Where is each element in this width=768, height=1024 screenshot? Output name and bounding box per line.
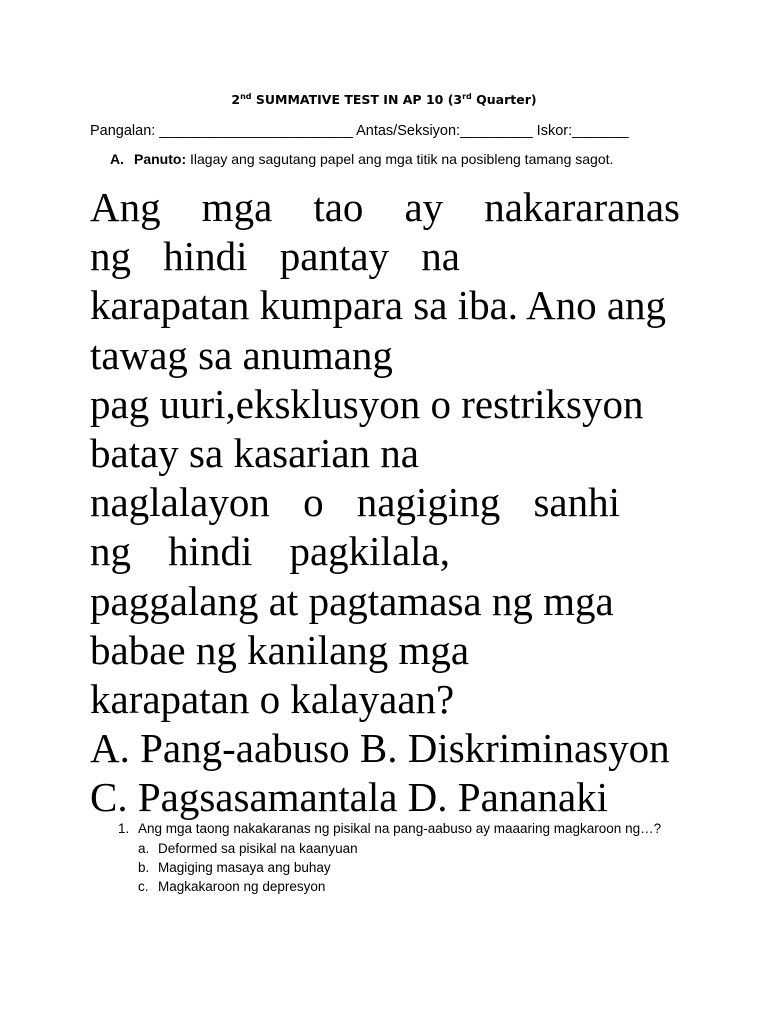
question-item-1 <box>118 820 718 837</box>
title-part: 2 <box>231 92 241 108</box>
instructions-text: Ilagay ang sagutang papel ang mga titik na posibleng tamang sagot. <box>186 151 614 167</box>
choice-item <box>138 877 718 896</box>
choice-item <box>138 839 718 858</box>
answer-options-line: C. Pagsasamantala D. Pananaki <box>90 774 609 821</box>
question-line: karapatan o kalayaan? <box>90 676 455 723</box>
question-line: pag uuri,eksklusyon o restriksyon <box>90 380 644 427</box>
title-part: SUMMATIVE TEST IN AP 10 (3 <box>251 92 463 108</box>
question-line: ng hindi pagkilala, <box>90 528 450 575</box>
question-line: Ang mga tao ay nakararanas <box>90 184 680 230</box>
answer-options-line: A. Pang-aabuso B. Diskriminasyon <box>90 725 670 772</box>
choice-item <box>138 858 718 877</box>
choice-text: Magiging masaya ang buhay <box>158 860 331 875</box>
choice-text: Deformed sa pisikal na kaanyuan <box>158 841 358 856</box>
question-list <box>118 820 718 896</box>
question-line: paggalang at pagtamasa ng mga <box>90 577 614 624</box>
title-part: Quarter) <box>471 92 537 108</box>
question-line: karapatan kumpara sa iba. Ano ang <box>90 282 667 329</box>
question-line: naglalayon o nagiging sanhi <box>90 479 620 526</box>
choice-letter: c. <box>138 879 149 894</box>
title-superscript: nd <box>240 92 252 101</box>
instructions-marker: A. <box>110 151 124 167</box>
choice-text: Magkakaroon ng depresyon <box>158 879 326 894</box>
choice-list <box>138 839 718 896</box>
test-title <box>0 92 768 107</box>
instructions <box>110 151 710 167</box>
question-line: ng hindi pantay na <box>90 233 460 280</box>
choice-letter: a. <box>138 841 150 856</box>
student-info-line: Pangalan: ________________________ Antas/Seksiyon:_________ Iskor:_______ <box>90 123 629 139</box>
question-number: 1. <box>118 821 130 836</box>
choice-letter: b. <box>138 860 150 875</box>
title-superscript: rd <box>462 92 472 101</box>
big-question <box>90 183 680 823</box>
question-line: batay sa kasarian na <box>90 430 419 477</box>
question-line: tawag sa anumang <box>90 331 393 378</box>
question-text: Ang mga taong nakakaranas ng pisikal na pang-aabuso ay maaaring magkaroon ng…? <box>138 821 662 836</box>
instructions-label: Panuto: <box>134 151 187 167</box>
question-line: babae ng kanilang mga <box>90 626 470 673</box>
